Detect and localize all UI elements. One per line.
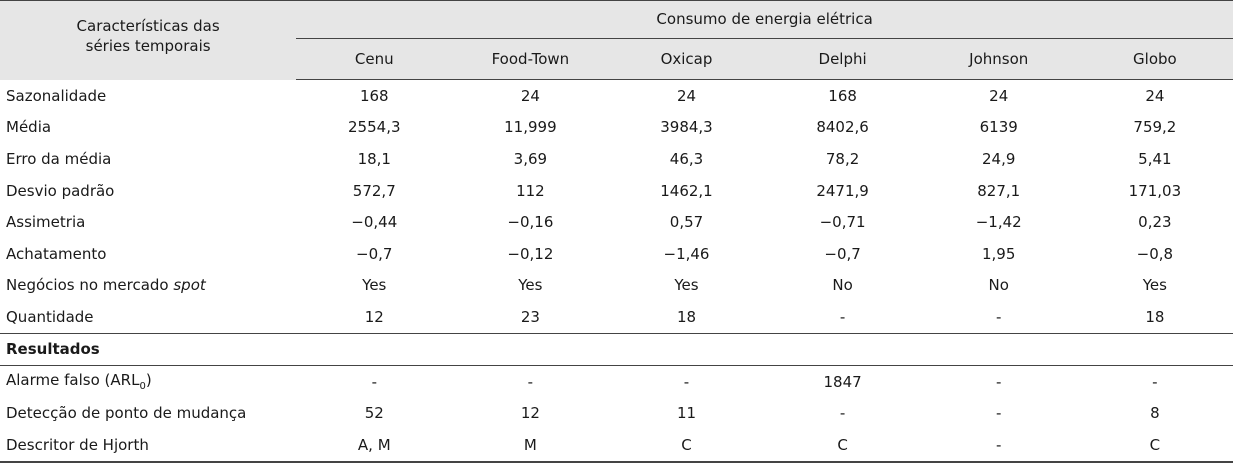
column-header-globo: Globo (1077, 39, 1233, 80)
table-cell: −0,71 (819, 213, 866, 232)
table-cell: - (839, 307, 846, 326)
table-cell: 1,95 (982, 244, 1016, 263)
table-cell: 827,1 (977, 181, 1021, 200)
table-cell: 3984,3 (660, 118, 713, 137)
table-row (0, 238, 1233, 270)
table-cell: C (765, 429, 921, 462)
row-label: Detecção de ponto de mudança (6, 404, 247, 423)
row-label: Erro da média (6, 149, 112, 168)
table-cell: −1,46 (663, 244, 710, 263)
table-cell: - (1152, 372, 1158, 391)
table-row (0, 365, 1233, 397)
table-cell: 18 (676, 307, 697, 326)
table-cell: 2471,9 (816, 181, 869, 200)
table-cell: C (608, 429, 764, 462)
table-cell: - (839, 404, 846, 423)
stub-header-line1: Características das (76, 17, 220, 35)
row-label (0, 270, 296, 302)
table-cell: No (832, 276, 853, 295)
table-cell: 0,57 (669, 213, 704, 232)
row-label-suffix: ) (145, 371, 152, 390)
section-row (0, 333, 1233, 365)
row-label: Quantidade (6, 307, 94, 326)
row-label-text: Negócios no mercado (6, 276, 174, 295)
table-cell: 171,03 (1128, 181, 1182, 200)
stub-header (0, 0, 296, 80)
table-cell: −0,16 (507, 213, 554, 232)
table-cell: −1,42 (975, 213, 1022, 232)
table-cell: 6139 (979, 118, 1018, 137)
table-cell: - (996, 404, 1002, 423)
row-label: Desvio padrão (6, 181, 115, 200)
table-cell: 12 (364, 307, 384, 326)
row-label-italic: spot (173, 276, 206, 295)
table-cell: 11 (676, 404, 697, 423)
table-row (0, 206, 1233, 238)
row-label: Sazonalidade (6, 86, 107, 105)
table-cell: - (921, 429, 1077, 462)
table-row (0, 112, 1233, 144)
table-row (0, 270, 1233, 302)
table-cell: 24 (1145, 86, 1165, 105)
table-cell: 2554,3 (348, 118, 401, 137)
table-cell: 8 (1150, 404, 1160, 423)
table-cell: 11,999 (504, 118, 557, 137)
row-label: Descritor de Hjorth (0, 429, 296, 462)
row-label (0, 365, 296, 397)
table-cell: Yes (518, 276, 543, 295)
table-cell: 46,3 (669, 149, 704, 168)
table-cell: 572,7 (352, 181, 396, 200)
table-row (0, 80, 1233, 112)
table-cell: −0,7 (824, 244, 861, 263)
table-cell: No (988, 276, 1009, 295)
table-cell: C (1077, 429, 1233, 462)
table-cell: −0,44 (351, 213, 398, 232)
group-header: Consumo de energia elétrica (296, 0, 1233, 39)
table-cell: −0,7 (356, 244, 393, 263)
table-cell: −0,12 (507, 244, 554, 263)
column-header-delphi: Delphi (765, 39, 921, 80)
table-row (0, 301, 1233, 333)
table-cell: 5,41 (1138, 149, 1172, 168)
row-label-text: Alarme falso (ARL (6, 371, 140, 390)
table-row (0, 397, 1233, 429)
table-cell: 52 (364, 404, 384, 423)
table-cell: 168 (359, 86, 389, 105)
table-cell: 112 (516, 181, 545, 200)
table-cell: 24,9 (982, 149, 1016, 168)
table-cell: A, M (296, 429, 452, 462)
table-cell: 759,2 (1133, 118, 1177, 137)
table-cell: Yes (1142, 276, 1167, 295)
table-cell: 24 (676, 86, 697, 105)
table-row (0, 143, 1233, 175)
table-cell: 8402,6 (816, 118, 869, 137)
section-title: Resultados (0, 333, 1233, 365)
table-cell: 1462,1 (660, 181, 713, 200)
table-cell: - (683, 372, 690, 391)
table-cell: 0,23 (1138, 213, 1172, 232)
row-label: Média (6, 118, 52, 137)
row-label-subscript: 0 (139, 381, 146, 393)
table-cell: 168 (828, 86, 857, 105)
table-row (0, 429, 1233, 462)
table-cell: 24 (989, 86, 1009, 105)
row-label: Assimetria (6, 213, 86, 232)
table-cell: - (996, 307, 1002, 326)
table-cell: −0,8 (1136, 244, 1174, 263)
table-cell: - (996, 372, 1002, 391)
table-cell: 12 (520, 404, 540, 423)
stub-header-line2: séries temporais (85, 37, 211, 55)
table-cell: 1847 (823, 372, 862, 391)
table-cell: Yes (674, 276, 699, 295)
column-header-cenu: Cenu (296, 39, 452, 80)
table-cell: 3,69 (513, 149, 548, 168)
table-cell: 23 (520, 307, 540, 326)
table-cell: 18 (1145, 307, 1165, 326)
column-header-food-town: Food-Town (452, 39, 608, 80)
table-cell: 78,2 (825, 149, 860, 168)
top-rule (0, 0, 1233, 1)
table-cell: M (452, 429, 608, 462)
table-row (0, 175, 1233, 207)
table-cell: 24 (520, 86, 540, 105)
column-header-oxicap: Oxicap (608, 39, 764, 80)
table-cell: 18,1 (357, 149, 391, 168)
column-header-johnson: Johnson (921, 39, 1077, 80)
row-label: Achatamento (6, 244, 107, 263)
table-cell: - (527, 372, 534, 391)
table-cell: Yes (362, 276, 387, 295)
table-cell: - (371, 372, 377, 391)
